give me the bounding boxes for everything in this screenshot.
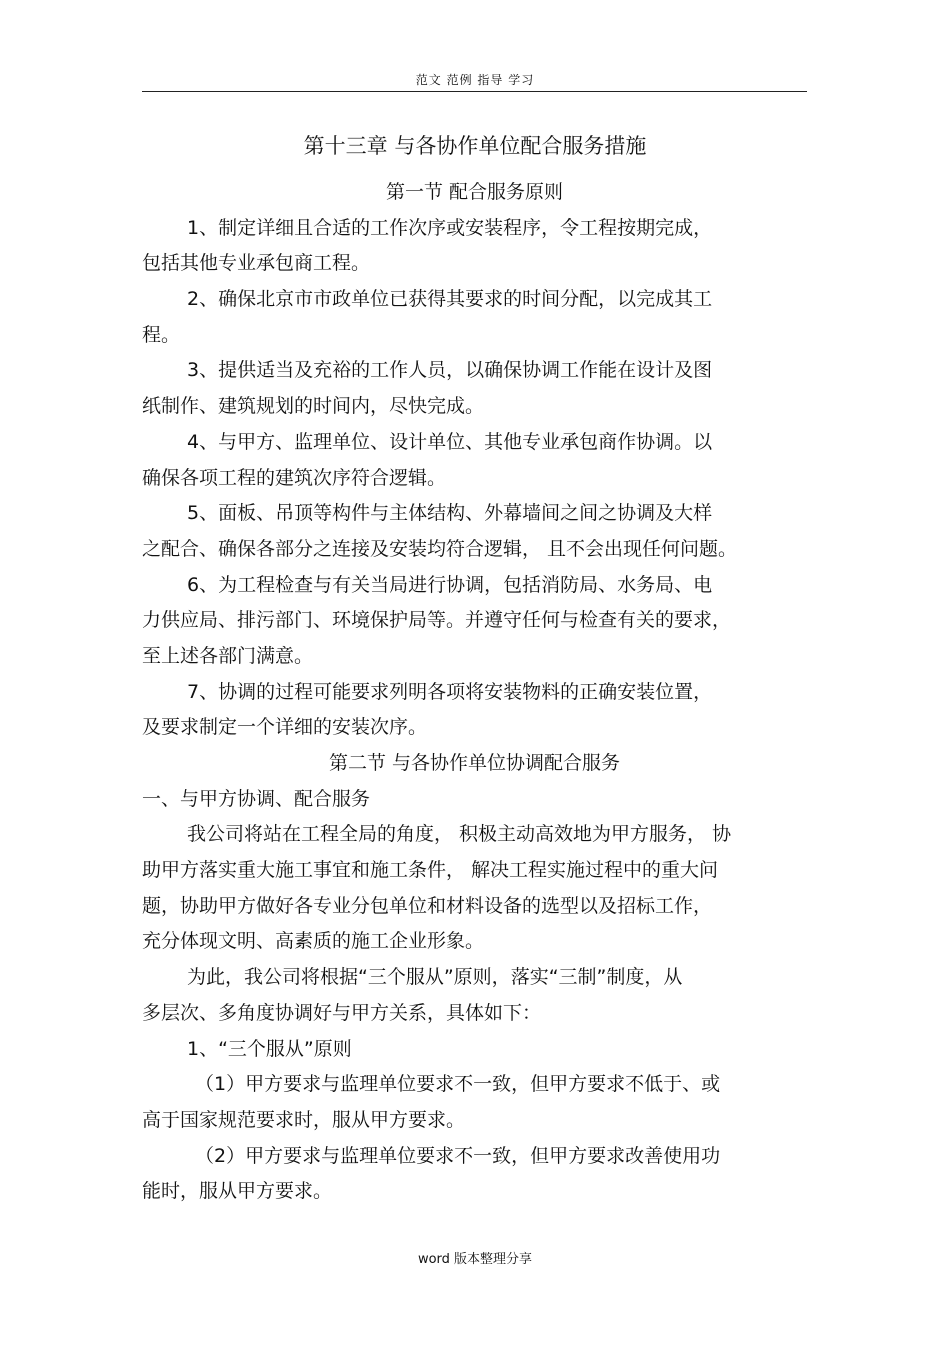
text-line: 6、为工程检查与有关当局进行协调，包括消防局、水务局、电 (187, 573, 713, 596)
text-line: 1、制定详细且合适的工作次序或安装程序，令工程按期完成， (187, 216, 713, 239)
text-line: 2、确保北京市市政单位已获得其要求的时间分配，以完成其工 (187, 288, 713, 311)
text-line: 至上述各部门满意。 (142, 644, 314, 667)
text-line: 一、与甲方协调、配合服务 (142, 787, 371, 810)
text-line: 确保各项工程的建筑次序符合逻辑。 (142, 466, 447, 489)
text-line: 程。 (142, 323, 181, 346)
text-line: 我公司将站在工程全局的角度， 积极主动高效地为甲方服务， 协 (187, 823, 732, 846)
text-line: 充分体现文明、高素质的施工企业形象。 (142, 930, 485, 953)
header-divider (142, 91, 807, 92)
text-line: 力供应局、排污部门、环境保护局等。并遵守任何与检查有关的要求， (142, 609, 732, 632)
text-line: 3、提供适当及充裕的工作人员，以确保协调工作能在设计及图 (187, 359, 713, 382)
document-body (142, 175, 807, 1210)
text-line: 7、协调的过程可能要求列明各项将安装物料的正确安装位置， (187, 680, 713, 703)
text-line: 5、面板、吊顶等构件与主体结构、外幕墙间之间之协调及大样 (187, 502, 713, 525)
text-line: 为此，我公司将根据“三个服从”原则，落实“三制”制度，从 (187, 966, 683, 989)
text-line: 及要求制定一个详细的安装次序。 (142, 716, 428, 739)
text-line: 高于国家规范要求时，服从甲方要求。 (142, 1108, 466, 1131)
section-heading: 第一节 配合服务原则 (385, 181, 564, 203)
section-heading: 第二节 与各协作单位协调配合服务 (328, 752, 621, 774)
text-line: 题，协助甲方做好各专业分包单位和材料设备的选型以及招标工作， (142, 894, 713, 917)
text-line: 1、“三个服从”原则 (187, 1037, 352, 1060)
text-line: 能时，服从甲方要求。 (142, 1180, 333, 1203)
text-line: 之配合、确保各部分之连接及安装均符合逻辑， 且不会出现任何问题。 (142, 537, 738, 560)
text-line: 纸制作、建筑规划的时间内，尽快完成。 (142, 395, 485, 418)
text-line: （1）甲方要求与监理单位要求不一致，但甲方要求不低于、或 (195, 1073, 721, 1096)
text-line: （2）甲方要求与监理单位要求不一致，但甲方要求改善使用功 (195, 1144, 721, 1167)
text-line: 助甲方落实重大施工事宜和施工条件， 解决工程实施过程中的重大问 (142, 859, 719, 882)
text-line: 包括其他专业承包商工程。 (142, 252, 371, 275)
chapter-title: 第十三章 与各协作单位配合服务措施 (303, 134, 647, 158)
text-line: 多层次、多角度协调好与甲方关系，具体如下： (142, 1001, 542, 1024)
page-header: 范文 范例 指导 学习 (415, 73, 535, 87)
text-line: 4、与甲方、监理单位、设计单位、其他专业承包商作协调。以 (187, 430, 713, 453)
page-footer: word 版本整理分享 (417, 1252, 533, 1267)
